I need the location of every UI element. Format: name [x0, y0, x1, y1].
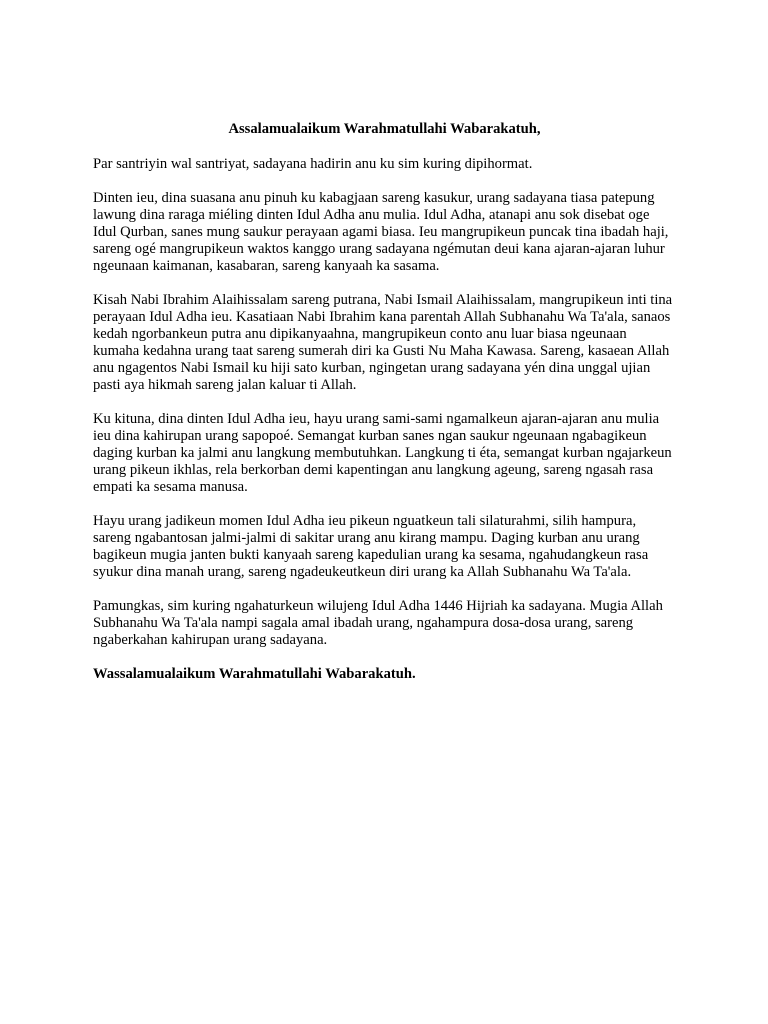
greeting-heading: Assalamualaikum Warahmatullahi Wabarakatuh,: [228, 121, 541, 137]
paragraph-silaturahmi: Hayu urang jadikeun momen Idul Adha ieu pikeun nguatkeun tali silaturahmi, silih hampura, sareng ngabantosan jalmi-jalmi di sakitar urang anu kirang mampu. Daging kurban anu urang bagikeun mugia janten bukti kanyaah sareng kapedulian urang ka sesama, ngahudangkeun rasa syukur dina manah urang, sareng ngadeukeutkeun diri urang ka Allah Subhanahu Wa Ta'ala.: [93, 513, 649, 580]
paragraph-address: Par santriyin wal santriyat, sadayana hadirin anu ku sim kuring dipihormat.: [93, 156, 533, 172]
paragraph-idul-adha-intro: Dinten ieu, dina suasana anu pinuh ku kabagjaan sareng kasukur, urang sadayana tiasa patepung lawung dina raraga miéling dinten Idul Adha anu mulia. Idul Adha, atanapi anu sok disebat oge Idul Qurban, sanes mung saukur perayaan agami biasa. Ieu mangrupikeun puncak tina ibadah haji, sareng ogé mangrupikeun waktos kanggo urang sadayana ngémutan deui kana ajaran-ajaran luhur ngeunaan kaimanan, kasabaran, sareng kanyaah ka sasama.: [93, 190, 669, 274]
paragraph-story-ibrahim: Kisah Nabi Ibrahim Alaihissalam sareng putrana, Nabi Ismail Alaihissalam, mangrupikeun inti tina perayaan Idul Adha ieu. Kasatiaan Nabi Ibrahim kana parentah Allah Subhanahu Wa Ta'ala, sanaos kedah ngorbankeun putra anu dipikanyaahna, mangrupikeun conto anu luar biasa ngeunaan kumaha kedahna urang taat sareng sumerah diri ka Gusti Nu Maha Kawasa. Sareng, kasaean Allah anu ngagentos Nabi Ismail ku hiji sato kurban, ngingetan urang sadayana yén dina unggal ujian pasti aya hikmah sareng jalan kaluar ti Allah.: [93, 292, 673, 393]
document-body: [93, 121, 676, 683]
paragraph-spirit-of-sacrifice: Ku kituna, dina dinten Idul Adha ieu, hayu urang sami-sami ngamalkeun ajaran-ajaran anu mulia ieu dina kahirupan urang sapopoé. Semangat kurban sanes ngan saukur ngeunaan ngabagikeun daging kurban ka jalmi anu langkung membutuhkan. Langkung ti éta, semangat kurban ngajarkeun urang pikeun ikhlas, rela berkorban demi kapentingan anu langkung ageung, sareng ngasah rasa empati ka sesama manusa.: [93, 411, 672, 495]
paragraph-closing-wishes: Pamungkas, sim kuring ngahaturkeun wilujeng Idul Adha 1446 Hijriah ka sadayana. Mugia Allah Subhanahu Wa Ta'ala nampi sagala amal ibadah urang, ngahampura dosa-dosa urang, sareng ngaberkahan kahirupan urang sadayana.: [93, 598, 663, 648]
closing-salutation: Wassalamualaikum Warahmatullahi Wabarakatuh.: [93, 666, 416, 682]
